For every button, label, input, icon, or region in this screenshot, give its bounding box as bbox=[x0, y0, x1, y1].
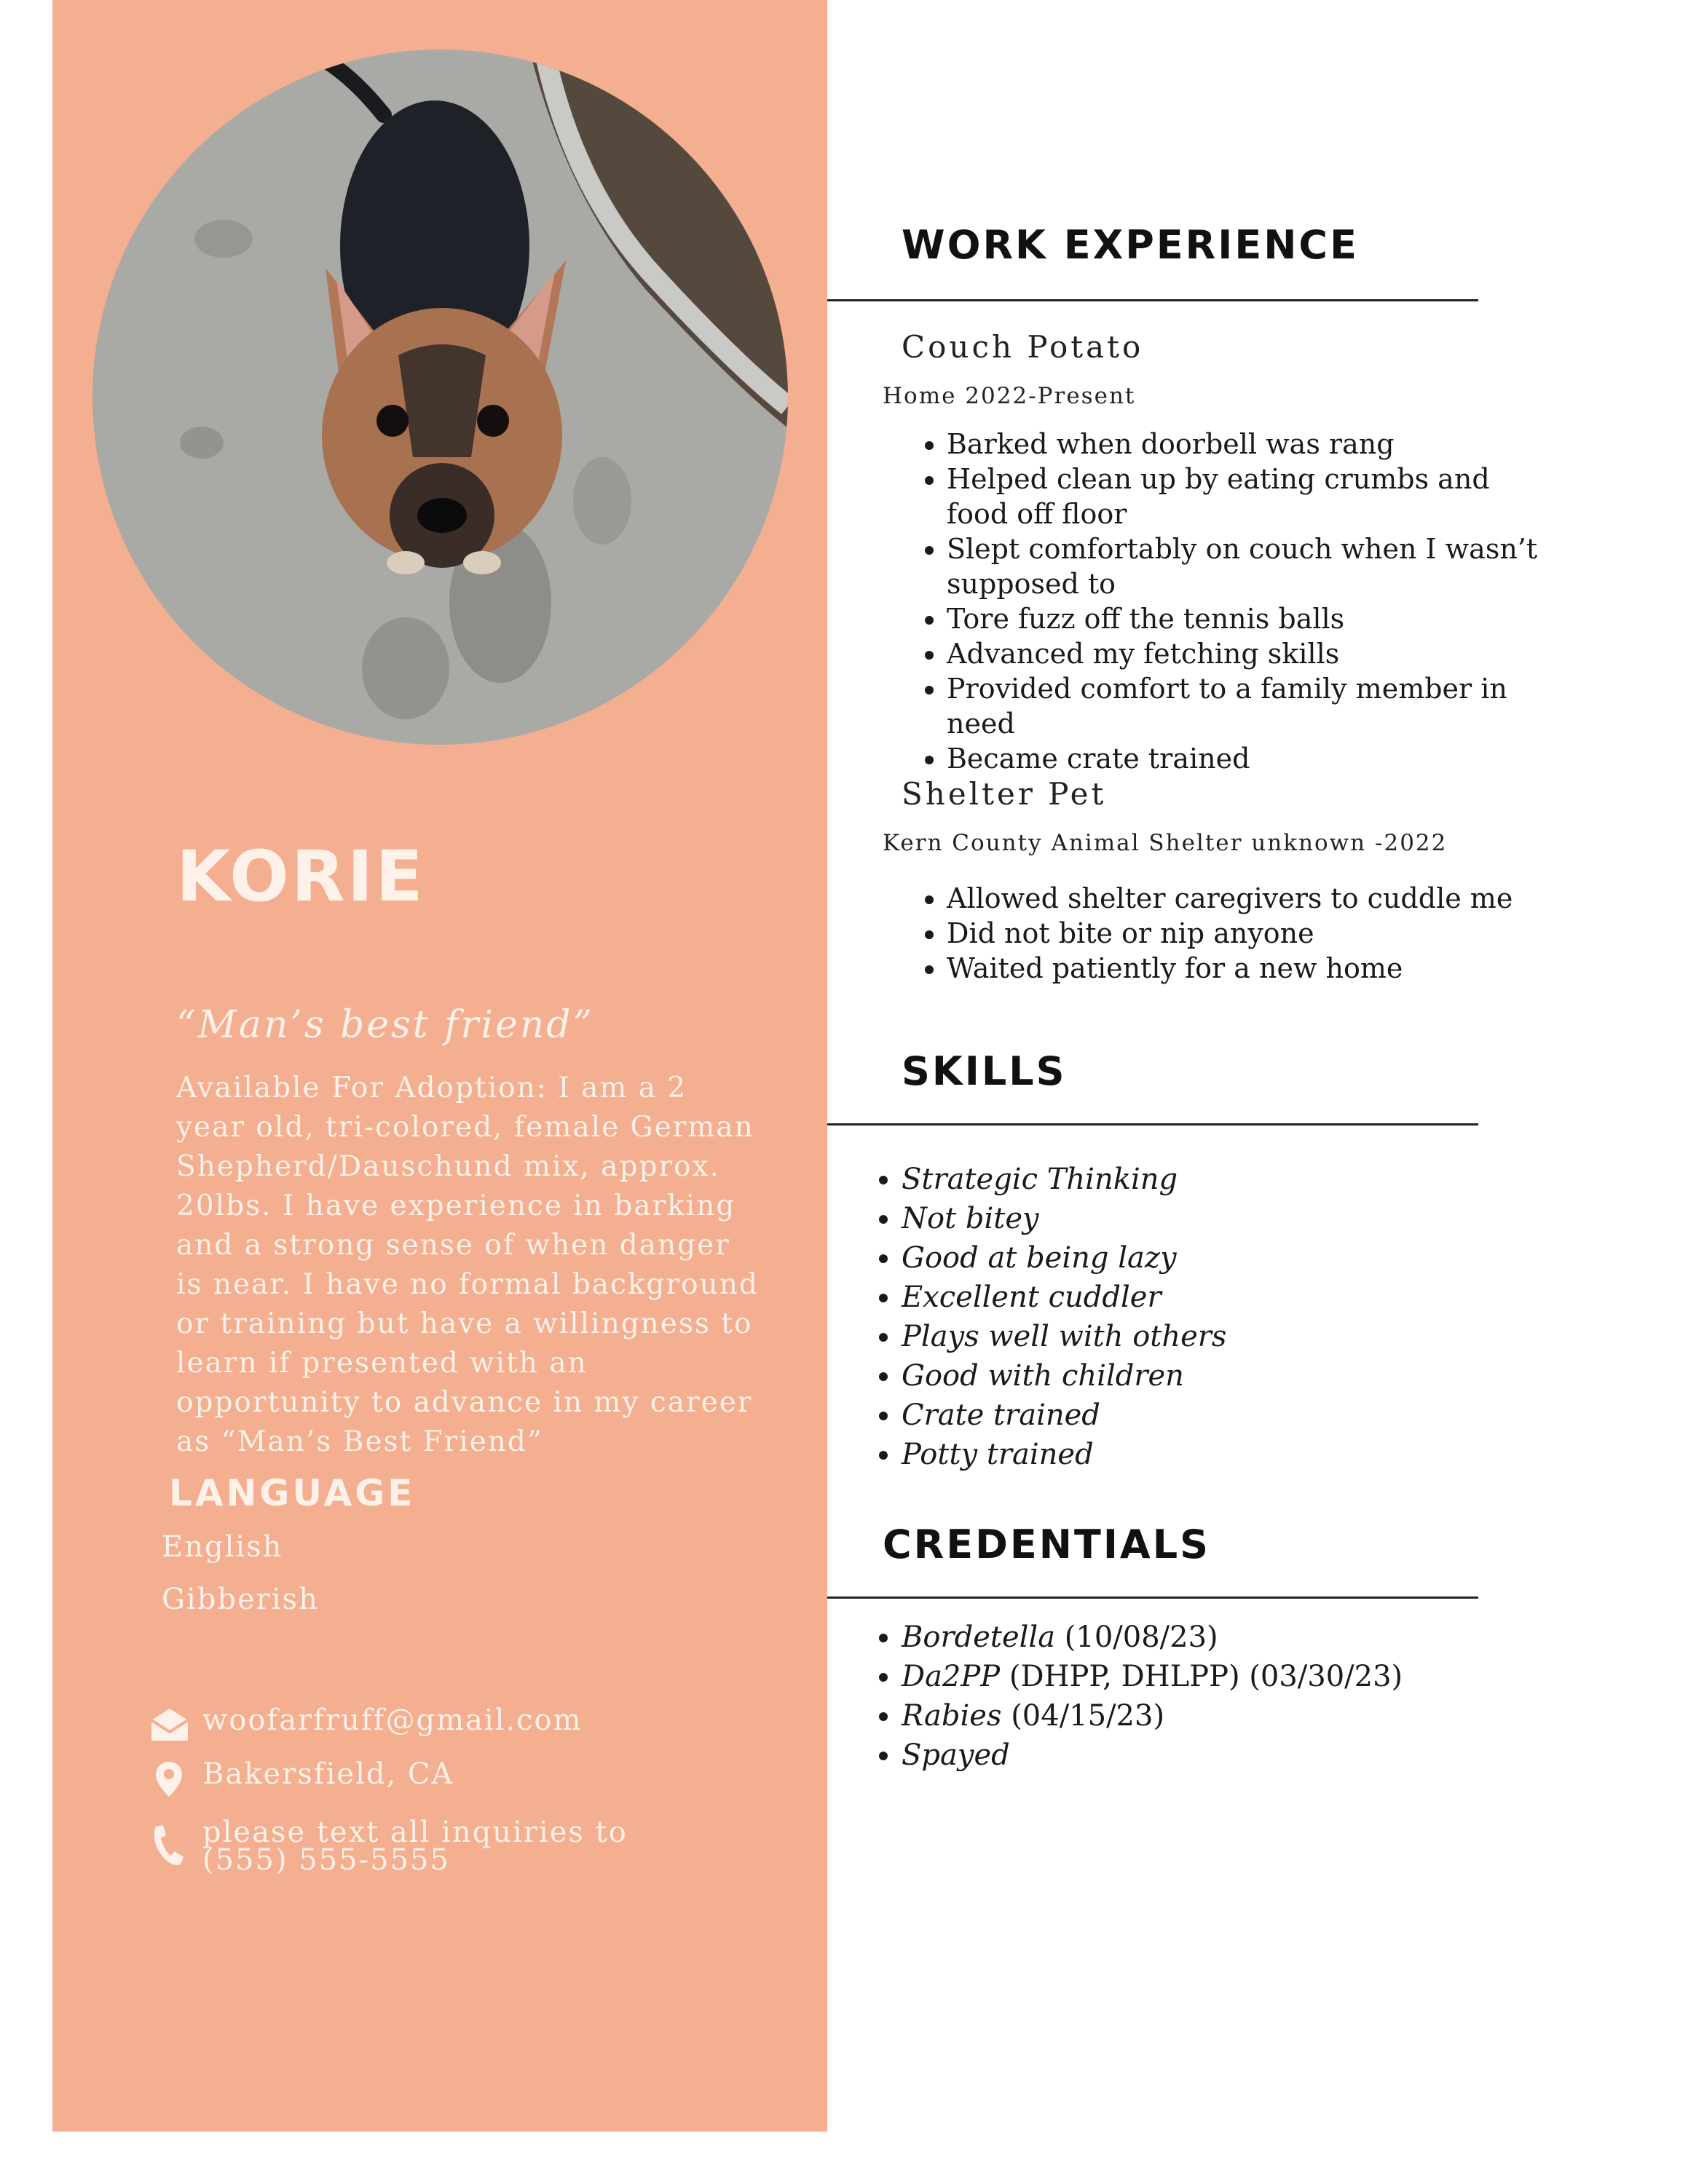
list-item: • Crate trained bbox=[902, 1396, 1521, 1435]
credential-date: (04/15/23) bbox=[1011, 1699, 1165, 1733]
list-item: • Barked when doorbell was rang bbox=[947, 427, 1551, 462]
list-item: • Waited patiently for a new home bbox=[947, 951, 1551, 986]
mail-icon bbox=[150, 1707, 189, 1745]
language-item: Gibberish bbox=[162, 1583, 319, 1616]
list-item: • Slept comfortably on couch when I wasn’t supposed to bbox=[947, 531, 1551, 601]
list-item: • Potty trained bbox=[902, 1435, 1521, 1474]
list-item: • Tore fuzz off the tennis balls bbox=[947, 601, 1551, 636]
section-divider bbox=[827, 299, 1478, 301]
job-title: Shelter Pet bbox=[902, 776, 1107, 812]
section-divider bbox=[827, 1597, 1478, 1599]
list-item: • Became crate trained bbox=[947, 741, 1551, 776]
list-item: • Good at being lazy bbox=[902, 1238, 1521, 1278]
list-item: • Did not bite or nip anyone bbox=[947, 916, 1551, 951]
list-item bbox=[902, 1618, 1542, 1657]
language-item: English bbox=[162, 1530, 283, 1564]
work-experience-heading: WORK EXPERIENCE bbox=[902, 222, 1359, 268]
dog-photo bbox=[92, 50, 788, 745]
job-title: Couch Potato bbox=[902, 329, 1144, 365]
language-heading: LANGUAGE bbox=[169, 1472, 416, 1514]
list-item: • Excellent cuddler bbox=[902, 1278, 1521, 1317]
list-item bbox=[902, 1736, 1542, 1775]
job-subtitle: Home 2022-Present bbox=[883, 383, 1136, 409]
list-item: • Allowed shelter caregivers to cuddle me bbox=[947, 881, 1551, 916]
list-item: • Advanced my fetching skills bbox=[947, 636, 1551, 671]
location-pin-icon bbox=[154, 1760, 184, 1801]
credential-label: Spayed bbox=[902, 1738, 1010, 1772]
list-item: • Not bitey bbox=[902, 1199, 1521, 1238]
list-item bbox=[902, 1657, 1542, 1696]
skills-heading: SKILLS bbox=[902, 1048, 1067, 1094]
phone-icon bbox=[150, 1824, 185, 1870]
phone-inquiry-line: please text all inquiries to bbox=[202, 1816, 628, 1849]
credential-label: Rabies bbox=[902, 1699, 1002, 1733]
list-item: • Good with children bbox=[902, 1356, 1521, 1396]
credentials-list bbox=[864, 1618, 1542, 1775]
list-item: • Helped clean up by eating crumbs and food off floor bbox=[947, 462, 1551, 531]
list-item: • Plays well with others bbox=[902, 1317, 1521, 1356]
bio-paragraph: Available For Adoption: I am a 2 year old, tri-colored, female German Shepherd/Dauschund mix, approx. 20lbs. I have experience in barking and a strong sense of when danger is near. I have no formal background or training but have a willingness to learn if presented with an opportunity to advance in my career as “Man’s Best Friend” bbox=[176, 1072, 759, 1458]
tagline: “Man’s best friend” bbox=[176, 1003, 595, 1047]
job-bullets bbox=[909, 881, 1551, 986]
location-text: Bakersfield, CA bbox=[202, 1757, 454, 1791]
credential-date: (10/08/23) bbox=[1064, 1621, 1218, 1654]
credential-label: Bordetella bbox=[902, 1621, 1056, 1654]
pet-name: KORIE bbox=[176, 836, 425, 917]
credential-date: (DHPP, DHLPP) (03/30/23) bbox=[1009, 1660, 1403, 1693]
section-divider bbox=[827, 1123, 1478, 1125]
list-item: • Strategic Thinking bbox=[902, 1160, 1521, 1199]
job-bullets bbox=[909, 427, 1551, 776]
phone-inquiry-text bbox=[202, 1816, 628, 1877]
skills-list bbox=[864, 1160, 1521, 1474]
list-item bbox=[902, 1696, 1542, 1736]
email-link[interactable]: woofarfruff@gmail.com bbox=[202, 1704, 583, 1737]
phone-number[interactable]: (555) 555-5555 bbox=[202, 1843, 450, 1877]
list-item: • Provided comfort to a family member in need bbox=[947, 671, 1551, 741]
credential-label: Da2PP bbox=[902, 1660, 1001, 1693]
credentials-heading: CREDENTIALS bbox=[883, 1522, 1211, 1567]
job-subtitle: Kern County Animal Shelter unknown -2022 bbox=[883, 830, 1448, 856]
